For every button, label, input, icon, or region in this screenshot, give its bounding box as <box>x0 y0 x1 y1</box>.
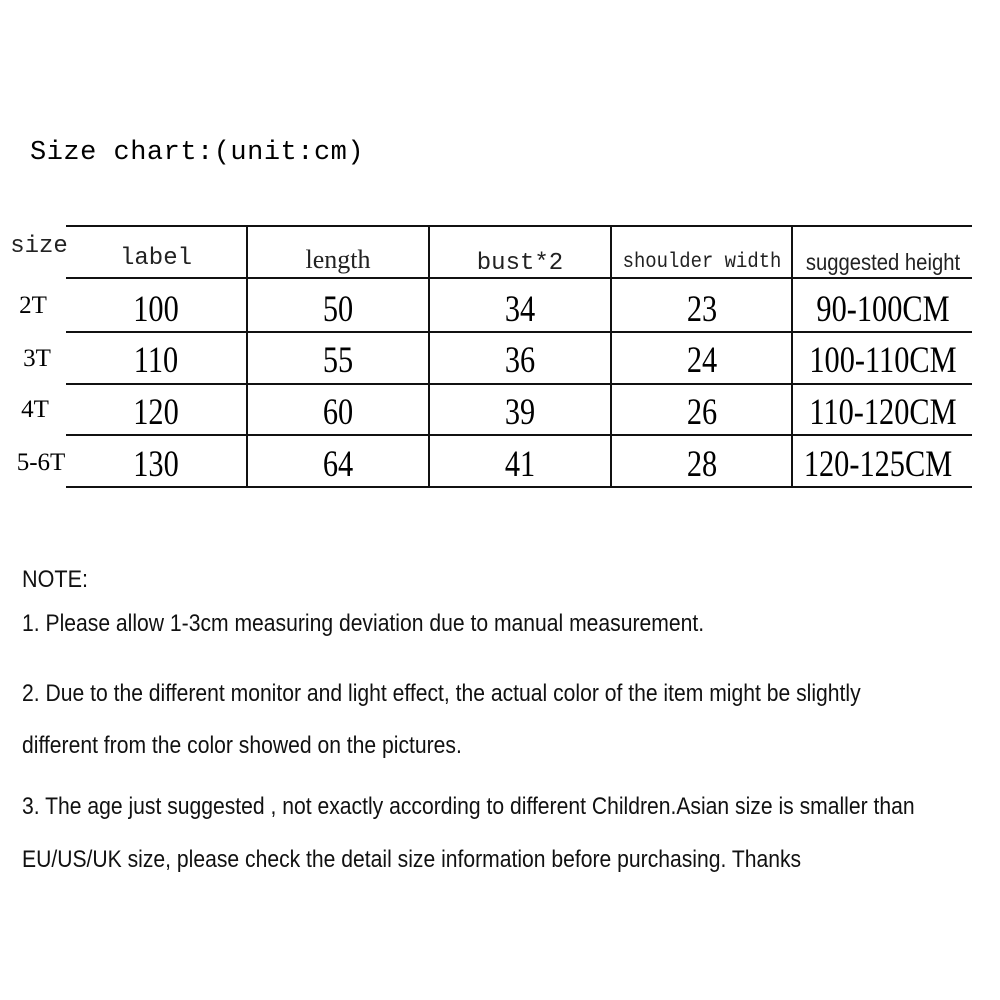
table-col-divider <box>610 225 612 488</box>
note-item: 1. Please allow 1-3cm measuring deviation due to manual measurement. <box>22 610 705 637</box>
header-suggested-height: suggested height <box>805 248 961 275</box>
shoulder-cell: 24 <box>686 339 718 381</box>
table-rule-row <box>66 331 972 333</box>
shoulder-cell: 23 <box>686 288 718 330</box>
size-cell: 4T <box>21 396 49 423</box>
header-length: length <box>305 245 371 274</box>
table-rule-top <box>66 225 972 227</box>
size-chart-title: Size chart:(unit:cm) <box>30 138 365 168</box>
label-cell: 100 <box>133 288 179 330</box>
note-heading: NOTE: <box>22 566 89 593</box>
bust-cell: 41 <box>504 443 536 485</box>
header-bust: bust*2 <box>476 249 564 277</box>
size-cell: 2T <box>19 292 47 319</box>
table-rule-row <box>66 434 972 436</box>
size-cell: 3T <box>23 345 51 372</box>
note-item: different from the color showed on the pictures. <box>22 732 462 759</box>
label-cell: 110 <box>133 339 179 381</box>
length-cell: 55 <box>322 339 354 381</box>
note-item: 3. The age just suggested , not exactly according to different Children.Asian size is smaller than <box>22 793 915 820</box>
height-cell: 120-125CM <box>803 443 953 485</box>
bust-cell: 34 <box>504 288 536 330</box>
label-cell: 130 <box>133 443 179 485</box>
height-cell: 100-110CM <box>809 339 957 381</box>
header-label: label <box>119 244 192 272</box>
size-cell: 5-6T <box>16 449 66 476</box>
header-size: size <box>10 232 68 260</box>
table-rule-row <box>66 383 972 385</box>
bust-cell: 39 <box>504 391 536 433</box>
note-item: 2. Due to the different monitor and light effect, the actual color of the item might be slightly <box>22 680 861 707</box>
shoulder-cell: 28 <box>686 443 718 485</box>
header-shoulder-width: shoulder width <box>622 250 782 274</box>
height-cell: 90-100CM <box>816 288 950 330</box>
label-cell: 120 <box>133 391 179 433</box>
note-item: EU/US/UK size, please check the detail size information before purchasing. Thanks <box>22 846 802 873</box>
length-cell: 64 <box>322 443 354 485</box>
height-cell: 110-120CM <box>809 391 957 433</box>
bust-cell: 36 <box>504 339 536 381</box>
length-cell: 60 <box>322 391 354 433</box>
table-col-divider <box>791 225 793 488</box>
shoulder-cell: 26 <box>686 391 718 433</box>
length-cell: 50 <box>322 288 354 330</box>
table-rule-bottom <box>66 486 972 488</box>
